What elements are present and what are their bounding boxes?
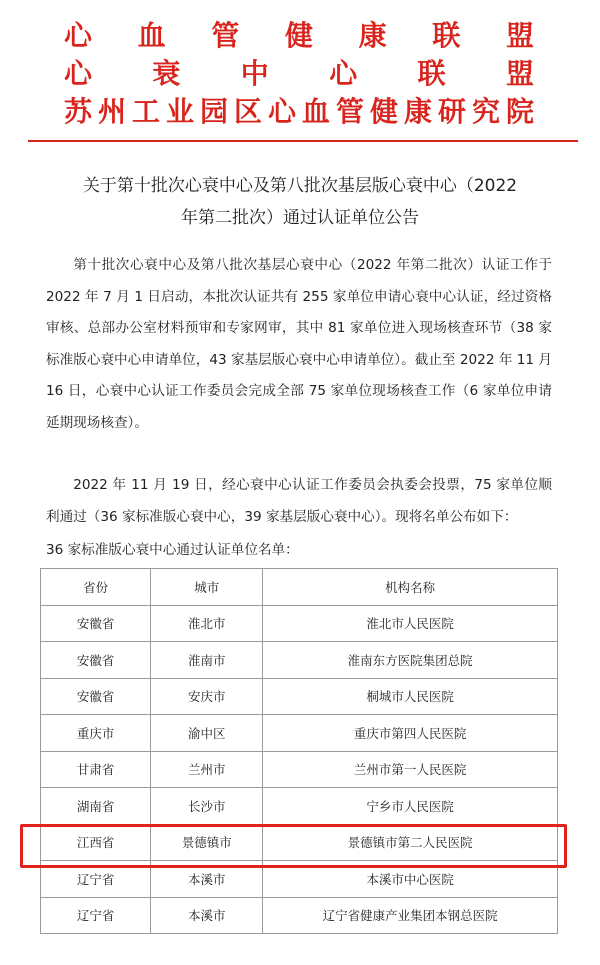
- notice-title-line-1: 关于第十批次心衰中心及第八批次基层版心衰中心（2022: [82, 176, 518, 196]
- notice-paragraph-2: 2022 年 11 月 19 日，经心衰中心认证工作委员会执委会投票，75 家单位顺利通过（36 家标准版心衰中心，39 家基层版心衰中心）。现将名单公布如下：: [46, 477, 552, 525]
- highlight-box: [20, 824, 567, 868]
- cell-city: 景德镇市: [151, 824, 263, 861]
- table-row: [41, 715, 558, 752]
- cell-province: 安徽省: [41, 605, 151, 642]
- letterhead-divider: [28, 140, 578, 142]
- header-institution: 机构名称: [263, 569, 558, 606]
- cell-institution: 景德镇市第二人民医院: [263, 824, 558, 861]
- letterhead-line-3: 苏州工业园区心血管健康研究院: [64, 95, 534, 128]
- letterhead-line-2: 心衰中心联盟: [64, 57, 534, 90]
- cell-city: 兰州市: [151, 751, 263, 788]
- cell-city: 长沙市: [151, 788, 263, 825]
- table-row: [41, 751, 558, 788]
- cell-province: 安徽省: [41, 642, 151, 679]
- cell-institution: 重庆市第四人民医院: [263, 715, 558, 752]
- cell-institution: 淮北市人民医院: [263, 605, 558, 642]
- cell-city: 淮北市: [151, 605, 263, 642]
- cell-institution: 宁乡市人民医院: [263, 788, 558, 825]
- cell-province: 辽宁省: [41, 861, 151, 898]
- notice-title: [40, 170, 560, 234]
- cell-institution: 辽宁省健康产业集团本钢总医院: [263, 897, 558, 934]
- cell-province: 甘肃省: [41, 751, 151, 788]
- cell-institution: 淮南东方医院集团总院: [263, 642, 558, 679]
- cell-city: 本溪市: [151, 861, 263, 898]
- table-row: [41, 788, 558, 825]
- table-row: [41, 897, 558, 934]
- header-city: 城市: [151, 569, 263, 606]
- table-row: [41, 605, 558, 642]
- cell-province: 辽宁省: [41, 897, 151, 934]
- cell-institution: 兰州市第一人民医院: [263, 751, 558, 788]
- table-row: [41, 642, 558, 679]
- table-header-row: [41, 569, 558, 606]
- cell-institution: 桐城市人民医院: [263, 678, 558, 715]
- list-title: 36 家标准版心衰中心通过认证单位名单：: [46, 542, 299, 558]
- certified-units-table: [40, 568, 558, 934]
- cell-province: 安徽省: [41, 678, 151, 715]
- cell-province: 湖南省: [41, 788, 151, 825]
- notice-paragraph-1: 第十批次心衰中心及第八批次基层心衰中心（2022 年第二批次）认证工作于 2022 年 7 月 1 日启动，本批次认证共有 255 家单位申请心衰中心认证，经过资格审核、总部办公室材料预审和专家网审，其中 81 家单位进入现场核查环节（38 家标准版心衰中心申请单位，43 家基层版心衰中心申请单位）。截止至 2022 年 11 月 16 日，心衰中心认证工作委员会完成全部 75 家单位现场核查工作（6 家单位申请延期现场核查）。: [46, 257, 552, 431]
- header-province: 省份: [41, 569, 151, 606]
- table-row: [41, 678, 558, 715]
- cell-province: 江西省: [41, 824, 151, 861]
- cell-institution: 本溪市中心医院: [263, 861, 558, 898]
- cell-city: 渝中区: [151, 715, 263, 752]
- cell-city: 本溪市: [151, 897, 263, 934]
- cell-city: 淮南市: [151, 642, 263, 679]
- letterhead-line-1: 心血管健康联盟: [64, 19, 534, 52]
- cell-city: 安庆市: [151, 678, 263, 715]
- cell-province: 重庆市: [41, 715, 151, 752]
- notice-title-line-2: 年第二批次）通过认证单位公告: [181, 208, 419, 228]
